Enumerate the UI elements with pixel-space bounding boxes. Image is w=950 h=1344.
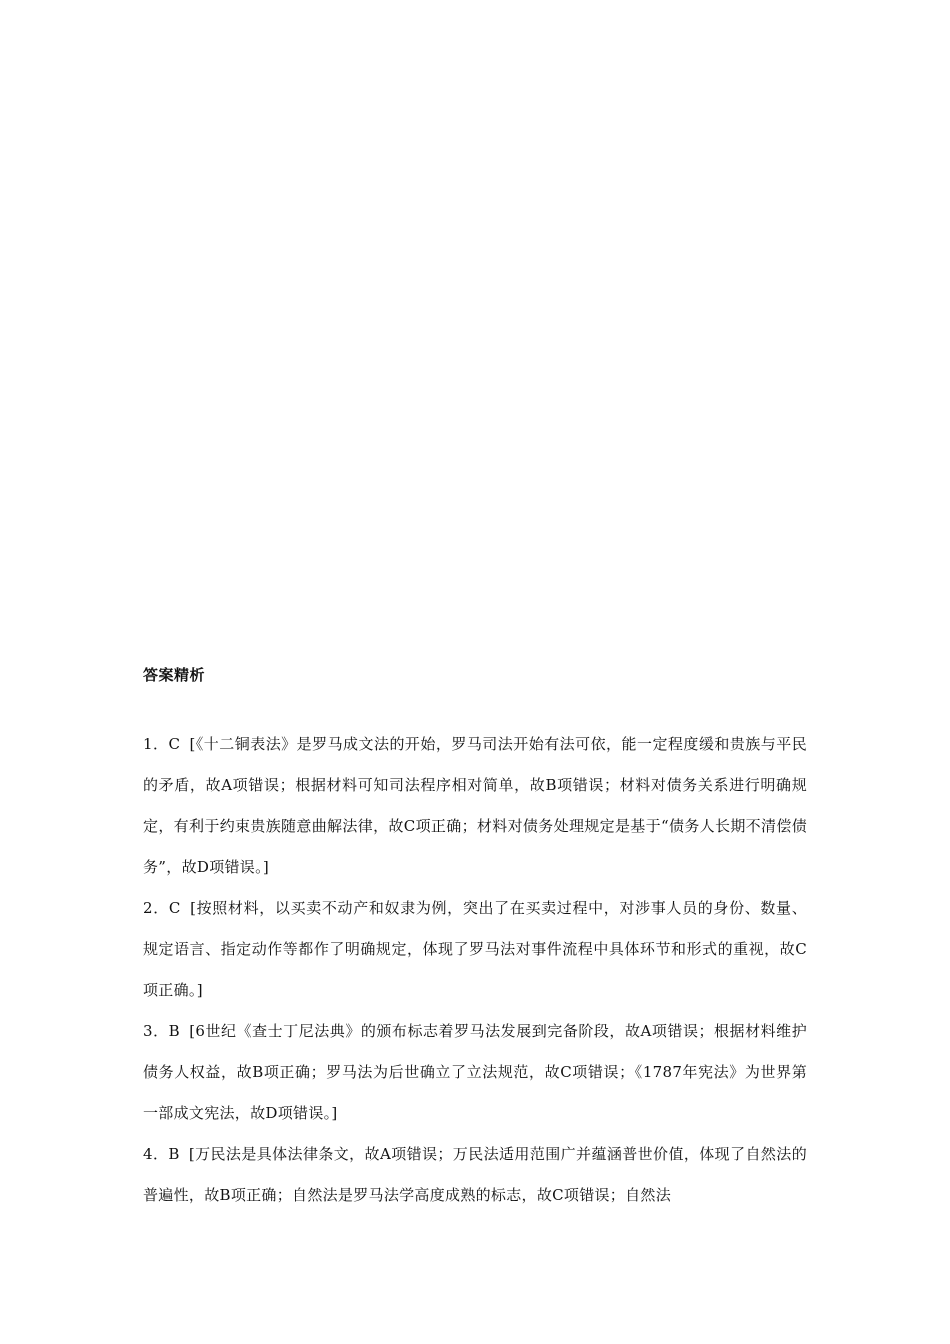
answer-list	[143, 724, 807, 1216]
answer-explanation: [《十二铜表法》是罗马成文法的开始，罗马司法开始有法可依，能一定程度缓和贵族与平民的矛盾，故A项错误；根据材料可知司法程序相对简单，故B项错误；材料对债务关系进行明确规定，有利于约束贵族随意曲解法律，故C项正确；材料对债务处理规定是基于“债务人长期不清偿债务”，故D项错误。]	[143, 735, 808, 876]
answer-label: 3．B	[143, 1022, 180, 1040]
answer-explanation: [按照材料，以买卖不动产和奴隶为例，突出了在买卖过程中，对涉事人员的身份、数量、规定语言、指定动作等都作了明确规定，体现了罗马法对事件流程中具体环节和形式的重视，故C项正确。]	[143, 899, 808, 999]
section-heading: 答案精析	[143, 666, 206, 684]
answer-item-3	[143, 1011, 807, 1134]
answer-explanation: [6世纪《查士丁尼法典》的颁布标志着罗马法发展到完备阶段，故A项错误；根据材料维护债务人权益，故B项正确；罗马法为后世确立了立法规范，故C项错误；《1787年宪法》为世界第一部成文宪法，故D项错误。]	[143, 1022, 807, 1122]
answer-explanation: [万民法是具体法律条文，故A项错误；万民法适用范围广并蕴涵普世价值，体现了自然法的普遍性，故B项正确；自然法是罗马法学高度成熟的标志，故C项错误；自然法	[143, 1145, 807, 1204]
answer-label: 1．C	[143, 735, 181, 753]
answer-item-4	[143, 1134, 807, 1216]
answer-item-1	[143, 724, 807, 888]
answer-label: 2．C	[143, 899, 181, 917]
answer-item-2	[143, 888, 807, 1011]
answer-label: 4．B	[143, 1145, 180, 1163]
